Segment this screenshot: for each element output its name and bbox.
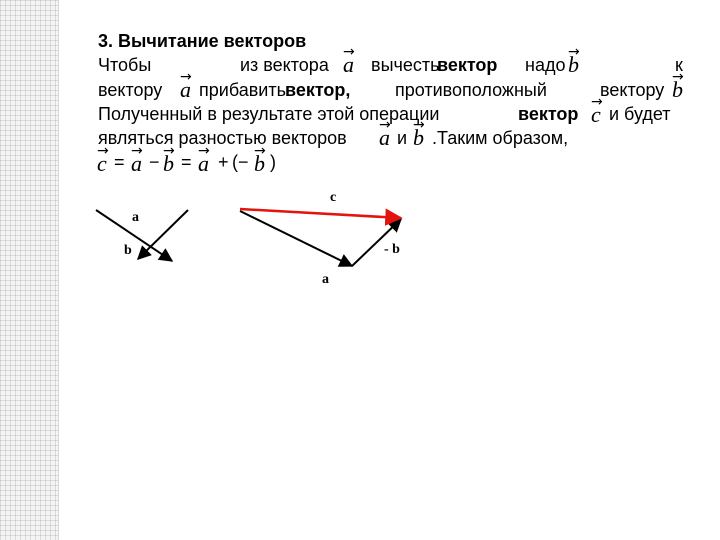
formula-equals: = — [181, 152, 192, 172]
word-k: к — [675, 55, 683, 75]
vector-c-line — [240, 209, 401, 218]
word-nado: надо — [525, 55, 566, 75]
formula-open-paren: (− — [232, 152, 249, 172]
formula-a: → a — [131, 153, 142, 175]
word-vektor: вектор, — [285, 80, 351, 100]
vector-b-line — [138, 210, 188, 259]
label-c: c — [330, 190, 337, 205]
word-poluchenny: Полученный в результате этой операции — [98, 104, 440, 124]
vector-b-symbol: → b — [568, 54, 579, 76]
figure-right — [240, 190, 401, 287]
word-vektoru: вектору — [600, 80, 665, 100]
vector-a-symbol: → a — [379, 127, 390, 149]
word-protivopolozhny: противоположный — [395, 80, 547, 100]
vector-c-symbol: → c — [591, 104, 601, 126]
vector-a-line — [240, 211, 352, 266]
vector-b-symbol: → b — [672, 79, 683, 101]
label-minus-b: - b — [384, 242, 400, 257]
word-iz-vektora: из вектора — [240, 55, 329, 75]
word-takim: .Таким образом, — [432, 128, 569, 148]
formula-a: → a — [198, 153, 209, 175]
formula-minus: − — [149, 152, 160, 172]
word-i-budet: и будет — [609, 104, 671, 124]
word-vychest: вычесть — [371, 55, 440, 75]
formula-b: → b — [163, 153, 174, 175]
word-pribavit: прибавить — [199, 80, 286, 100]
word-vektoru: вектору — [98, 80, 163, 100]
label-b: b — [124, 243, 132, 258]
formula-equals: = — [114, 152, 125, 172]
label-a: a — [322, 272, 329, 287]
formula-close-paren: ) — [270, 152, 276, 172]
vector-b-symbol: → b — [413, 127, 424, 149]
word-vektor: вектор — [518, 104, 579, 124]
label-a: a — [132, 210, 139, 225]
formula-plus: + — [218, 152, 229, 172]
word-vektor: вектор — [437, 55, 498, 75]
vector-a-symbol: → a — [343, 54, 354, 76]
formula-b: → b — [254, 153, 265, 175]
word-chtoby: Чтобы — [98, 55, 152, 75]
word-yavlyatsya: являться разностью векторов — [98, 128, 347, 148]
figure-left — [96, 210, 188, 261]
formula-c: → c — [97, 153, 107, 175]
vector-a-symbol: → a — [180, 79, 191, 101]
word-i: и — [397, 128, 408, 148]
heading: 3. Вычитание векторов — [98, 31, 307, 51]
